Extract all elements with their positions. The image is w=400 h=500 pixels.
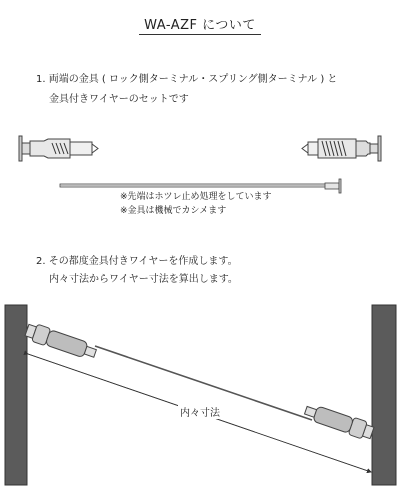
note-crimping: ※金具は機械でカシメます	[120, 206, 227, 216]
section1-line2: 金具付きワイヤーのセットです	[49, 94, 189, 105]
section2-line1: 2. その都度金具付きワイヤーを作成します。	[36, 256, 238, 267]
note-fray-treatment: ※先端はホツレ止め処理をしています	[120, 192, 272, 202]
left-installed-terminal	[24, 321, 98, 361]
left-wall	[5, 305, 27, 485]
section2-line2: 内々寸法からワイヤー寸法を算出します。	[49, 274, 238, 285]
page-title: WA-AZF について	[144, 18, 256, 33]
dimension-label: 内々寸法	[178, 404, 222, 419]
right-wall	[372, 305, 396, 485]
right-installed-terminal	[303, 402, 375, 442]
section1-line1: 1. 両端の金具 ( ロック側ターミナル・スプリング側ターミナル ) と	[36, 74, 338, 85]
